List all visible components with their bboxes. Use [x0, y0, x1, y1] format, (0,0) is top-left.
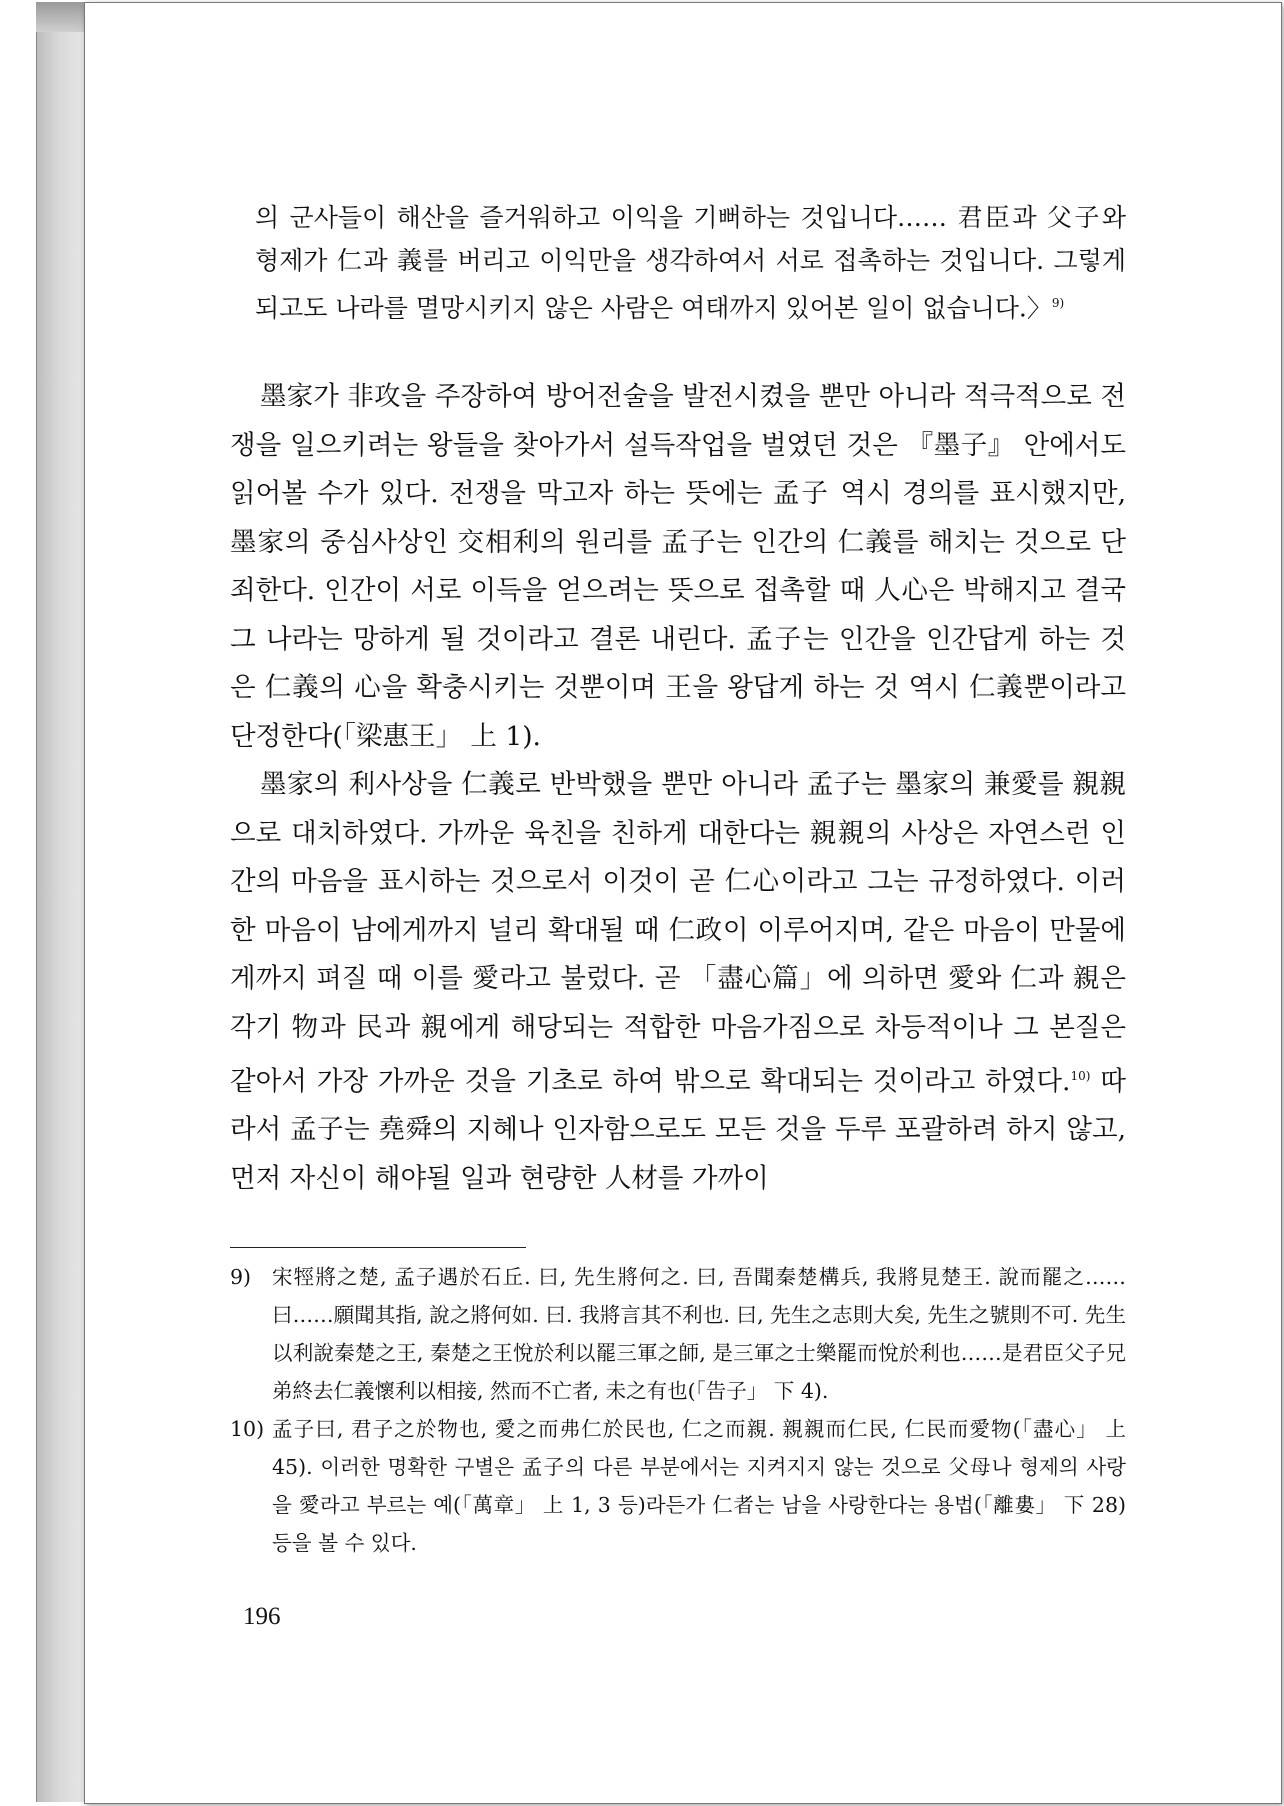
paragraph-1: 墨家가 非攻을 주장하여 방어전술을 발전시켰을 뿐만 아니라 적극적으로 전쟁을 일으키려는 왕들을 찾아가서 설득작업을 벌였던 것은 『墨子』 안에서도 읽어볼 수가 있다. 전쟁을 막고자 하는 뜻에는 孟子 역시 경의를 표시했지만, 墨家의 중심사상인 交相利의 원리를 孟子는 인간의 仁義를 해치는 것으로 단죄한다. 인간이 서로 이득을 얻으려는 뜻으로 접촉할 때 人心은 박해지고 결국 그 나라는 망하게 될 것이라고 결론 내린다. 孟子는 인간을 인간답게 하는 것은 仁義의 心을 확충시키는 것뿐이며 王을 왕답게 하는 것 역시 仁義뿐이라고 단정한다(「梁惠王」 上 1). — [230, 381, 1126, 752]
footnote-9 — [230, 1258, 1126, 1410]
book-spine — [36, 2, 87, 1802]
footnote-text: 孟子曰, 君子之於物也, 愛之而弗仁於民也, 仁之而親. 親親而仁民, 仁民而愛物(「盡心」 上 45). 이러한 명확한 구별은 孟子의 다른 부분에서는 지켜지지 않는 것으로 父母나 형제의 사랑을 愛라고 부르는 예(「萬章」 上 1, 3 등)라든가 仁者는 남을 사랑한다는 용법(「離婁」 下 28) 등을 볼 수 있다. — [272, 1417, 1126, 1555]
footnotes — [230, 1258, 1126, 1562]
footnote-number: 9) — [230, 1265, 252, 1289]
footnote-number: 10) — [230, 1417, 265, 1441]
paragraph-2-continuation: 따라서 孟子는 堯舜의 지혜나 인자함으로도 모든 것을 두루 포괄하려 하지 않고, 먼저 자신이 해야될 일과 현량한 人材를 가까이 — [230, 1065, 1126, 1194]
footnote-text: 宋牼將之楚, 孟子遇於石丘. 曰, 先生將何之. 曰, 吾聞秦楚構兵, 我將見楚王. 說而罷之……曰……願聞其指, 說之將何如. 曰. 我將言其不利也. 曰, 先生之志則大矣, 先生之號則不可. 先生以利說秦楚之王, 秦楚之王悅於利以罷三軍之師, 是三軍之士樂罷而悅於利也……是君臣父子兄弟終去仁義懷利以相接, 然而不亡者, 未之有也(「告子」 下 4). — [272, 1265, 1126, 1403]
footnote-ref-10: 10) — [1070, 1069, 1091, 1083]
book-top-edge — [36, 2, 86, 32]
paragraph-2-text: 墨家의 利사상을 仁義로 반박했을 뿐만 아니라 孟子는 墨家의 兼愛를 親親으로 대치하였다. 가까운 육친을 친하게 대한다는 親親의 사상은 자연스런 인간의 마음을 표시하는 것으로서 이것이 곧 仁心이라고 그는 규정하였다. 이러한 마음이 남에게까지 널리 확대될 때 仁政이 이루어지며, 같은 마음이 만물에게까지 펴질 때 이를 愛라고 불렀다. 곧 「盡心篇」에 의하면 愛와 仁과 親은 각기 物과 民과 親에게 해당되는 적합한 마음가짐으로 차등적이나 그 본질은 같아서 가장 가까운 것을 기초로 하여 밖으로 확대되는 것이라고 하였다. — [230, 769, 1126, 1097]
page-number: 196 — [243, 1603, 281, 1630]
footnote-ref-9: 9) — [1051, 296, 1065, 310]
paragraph-2 — [230, 761, 1126, 1203]
footnote-10 — [230, 1410, 1126, 1562]
footnote-divider — [230, 1247, 526, 1248]
quote-text: 의 군사들이 해산을 즐거워하고 이익을 기뻐하는 것입니다…… 君臣과 父子와 형제가 仁과 義를 버리고 이익만을 생각하여서 서로 접촉하는 것입니다. 그렇게 되고도 나라를 멸망시키지 않은 사람은 여태까지 있어본 일이 없습니다.〉 — [255, 203, 1126, 323]
body-text — [230, 373, 1126, 1203]
block-quote — [255, 196, 1126, 329]
